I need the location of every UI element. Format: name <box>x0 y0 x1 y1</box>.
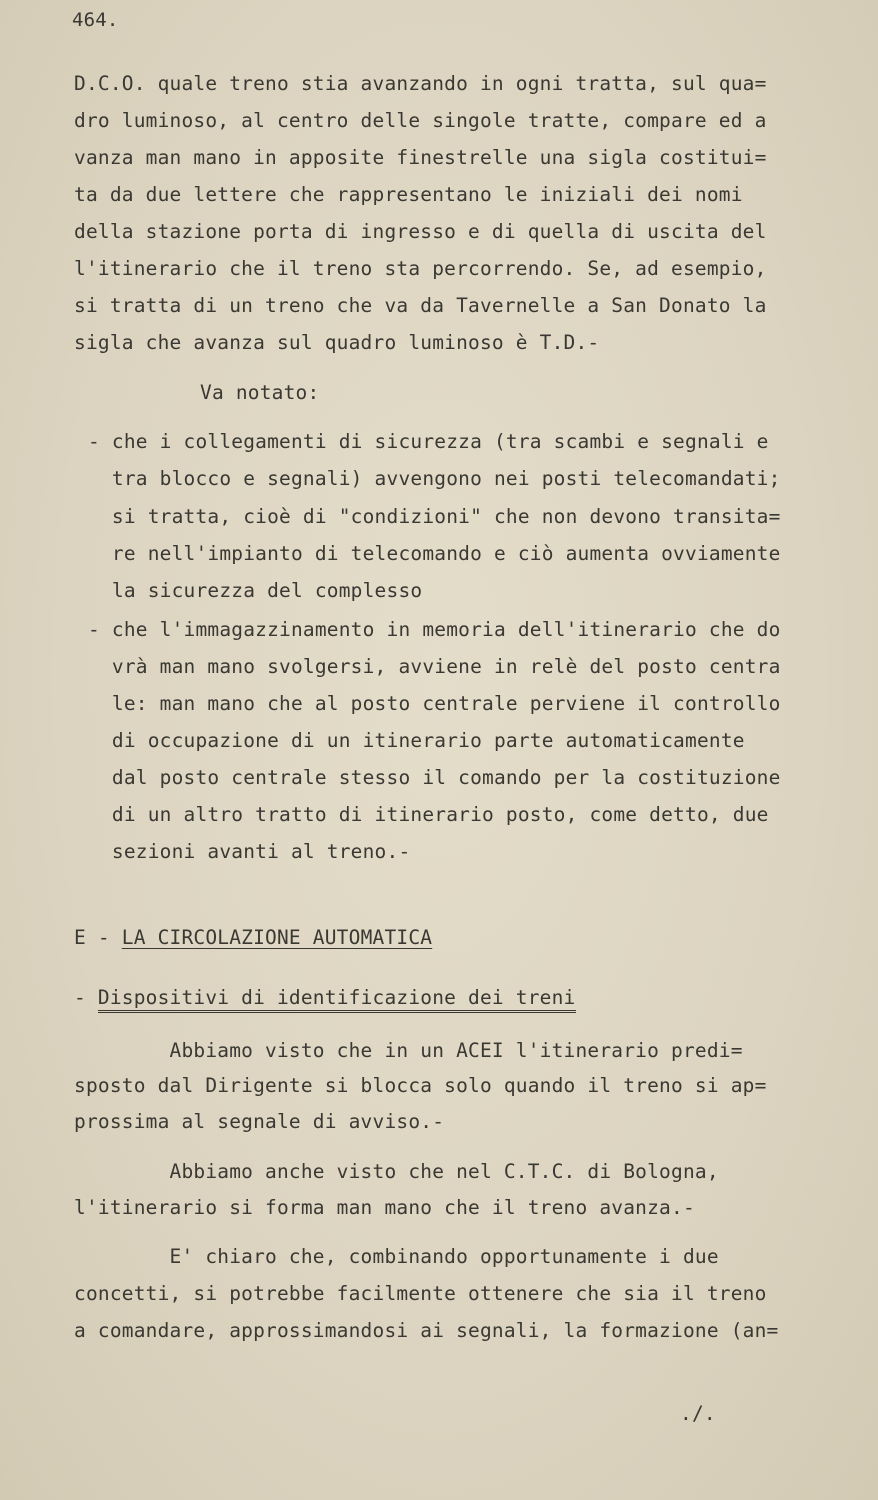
subsection-title: Dispositivi di identificazione dei treni <box>98 986 576 1013</box>
text-line: D.C.O. quale treno stia avanzando in ogni tratta, sul qua= <box>74 72 767 95</box>
section-prefix: E - <box>74 926 122 949</box>
text-line: vanza man mano in apposite finestrelle una sigla costitui= <box>74 146 767 169</box>
section-heading <box>74 926 432 950</box>
text-line: Abbiamo visto che in un ACEI l'itinerario predi= <box>74 1039 743 1062</box>
text-line: della stazione porta di ingresso e di quella di uscita del <box>74 220 767 243</box>
text-line: a comandare, approssimandosi ai segnali, la formazione (an= <box>74 1319 779 1342</box>
bullet-line: le: man mano che al posto centrale perviene il controllo <box>88 692 781 715</box>
bullet-line: la sicurezza del complesso <box>88 579 423 602</box>
text-line: l'itinerario che il treno sta percorrendo. Se, ad esempio, <box>74 257 767 280</box>
section-title: LA CIRCOLAZIONE AUTOMATICA <box>121 926 433 949</box>
note-intro: Va notato: <box>200 381 320 404</box>
text-line: E' chiaro che, combinando opportunamente i due <box>74 1245 719 1268</box>
bullet-line: di un altro tratto di itinerario posto, come detto, due <box>88 803 769 826</box>
bullet-line: re nell'impianto di telecomando e ciò aumenta ovviamente <box>88 542 781 565</box>
continuation-mark: ./. <box>680 1402 716 1425</box>
bullet-line: sezioni avanti al treno.- <box>88 840 411 863</box>
bullet-line: tra blocco e segnali) avvengono nei posti telecomandati; <box>88 467 781 490</box>
text-line: concetti, si potrebbe facilmente ottenere che sia il treno <box>74 1282 767 1305</box>
text-line: si tratta di un treno che va da Tavernelle a San Donato la <box>74 294 767 317</box>
text-line: sposto dal Dirigente si blocca solo quando il treno si ap= <box>74 1074 767 1097</box>
bullet-line: vrà man mano svolgersi, avviene in relè del posto centra <box>88 655 781 678</box>
page-number: 464. <box>72 9 119 31</box>
text-line: sigla che avanza sul quadro luminoso è T.D.- <box>74 331 600 354</box>
bullet-line: - che i collegamenti di sicurezza (tra scambi e segnali e <box>88 430 769 453</box>
subsection-heading <box>74 986 576 1010</box>
text-line: l'itinerario si forma man mano che il treno avanza.- <box>74 1196 695 1219</box>
bullet-line: dal posto centrale stesso il comando per la costituzione <box>88 766 781 789</box>
bullet-line: - che l'immagazzinamento in memoria dell'itinerario che do <box>88 618 781 641</box>
text-line: ta da due lettere che rappresentano le iniziali dei nomi <box>74 183 743 206</box>
text-line: prossima al segnale di avviso.- <box>74 1110 445 1133</box>
bullet-line: si tratta, cioè di "condizioni" che non devono transita= <box>88 505 781 528</box>
subsection-prefix: - <box>74 986 98 1009</box>
text-line: dro luminoso, al centro delle singole tratte, compare ed a <box>74 109 767 132</box>
bullet-line: di occupazione di un itinerario parte automaticamente <box>88 729 745 752</box>
text-line: Abbiamo anche visto che nel C.T.C. di Bologna, <box>74 1160 719 1183</box>
